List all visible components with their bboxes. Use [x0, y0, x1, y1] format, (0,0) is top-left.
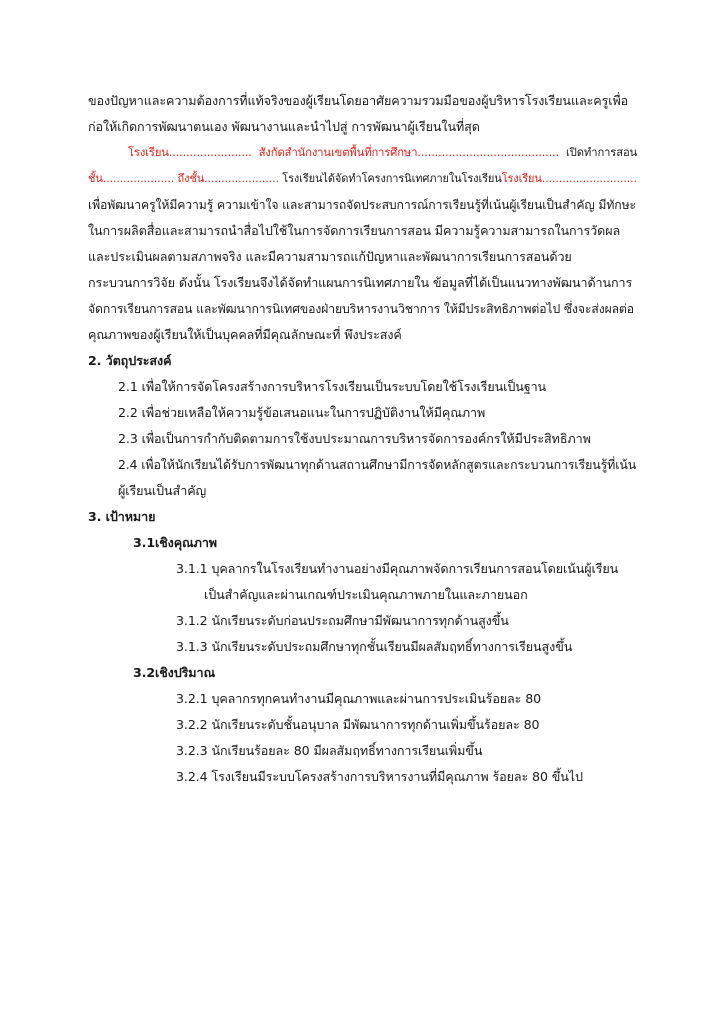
objective-item-3: 2.3 เพื่อเป็นการกำกับติดตามการใช้งบประมาณการบริหารจัดการองค์กรให้มีประสิทธิภาพ	[118, 431, 591, 446]
form-line-2-text: โรงเรียนได้จัดทำโครงการนิเทศภายในโรงเรียน	[282, 172, 502, 185]
form-line-1-suffix: เปิดทำการสอน	[566, 146, 638, 159]
body-line-2: ในการผลิตสื่อและสามารถนำสื่อไปใช้ในการจัดการเรียนการสอน มีความรู้ความสามารถในการวัดผล	[88, 223, 621, 238]
body-line-5: จัดการเรียนการสอน และพัฒนาการนิเทศของฝ่ายบริหารงานวิชาการ ให้มีประสิทธิภาพต่อไป ซึ่งจะส่งผลต่อ	[88, 302, 635, 316]
body-line-1: เพื่อพัฒนาครูให้มีความรู้ ความเข้าใจ และสามารถจัดประสบการณ์การเรียนรู้ที่เน้นผู้เรียนเป็นสำคัญ มีทักษะ	[88, 198, 636, 212]
objective-item-4: 2.4 เพื่อให้นักเรียนได้รับการพัฒนาทุกด้านสถานศึกษามีการจัดหลักสูตรและกระบวนการเรียนรู้ที่เน้น	[118, 457, 637, 472]
quality-item-1-cont: เป็นสำคัญและผ่านเกณฑ์ประเมินคุณภาพภายในและภายนอก	[204, 587, 528, 602]
school-name-blank: โรงเรียน........................	[128, 146, 252, 159]
grade-from-blank: ชั้น.....................	[88, 172, 175, 185]
form-line-1	[128, 144, 637, 162]
objective-item-1: 2.1 เพื่อให้การจัดโครงสร้างการบริหารโรงเรียนเป็นระบบโดยใช้โรงเรียนเป็นฐาน	[118, 379, 547, 394]
body-line-6: คุณภาพของผู้เรียนให้เป็นบุคคลที่มีคุณลักษณะที่ พึงประสงค์	[88, 327, 402, 342]
quantity-item-2: 3.2.2 นักเรียนระดับชั้นอนุบาล มีพัฒนาการทุกด้านเพิ่มขึ้นร้อยละ 80	[176, 717, 540, 732]
quality-item-1: 3.1.1 บุคลากรในโรงเรียนทำงานอย่างมีคุณภาพจัดการเรียนการสอนโดยเน้นผู้เรียน	[176, 561, 619, 576]
body-line-4: กระบวนการวิจัย ดังนั้น โรงเรียนจึงได้จัดทำแผนการนิเทศภายใน ข้อมูลที่ได้เป็นแนวทางพัฒนาด้านการ	[88, 275, 633, 290]
school-name-blank-2: โรงเรียน............................	[501, 172, 637, 185]
quantity-item-1: 3.2.1 บุคลากรทุกคนทำงานมีคุณภาพและผ่านการประเมินร้อยละ 80	[176, 691, 542, 706]
quantity-item-4: 3.2.4 โรงเรียนมีระบบโครงสร้างการบริหารงานที่มีคุณภาพ ร้อยละ 80 ขึ้นไป	[176, 769, 583, 784]
intro-line-1: ของปัญหาและความต้องการที่แท้จริงของผู้เรียนโดยอาศัยความรวมมือของผู้บริหารโรงเรียนและครูเพื่อ	[88, 93, 629, 108]
quality-item-2: 3.1.2 นักเรียนระดับก่อนประถมศึกษามีพัฒนาการทุกด้านสูงขึ้น	[176, 613, 509, 628]
form-line-2	[88, 170, 637, 188]
intro-line-2: ก่อให้เกิดการพัฒนาตนเอง พัฒนางานและนำไปสู่ การพัฒนาผู้เรียนในที่สุด	[88, 119, 480, 134]
quality-heading: 3.1เชิงคุณภาพ	[133, 535, 217, 550]
grade-to-blank: ถึงชั้น......................	[177, 172, 279, 185]
edu-office-blank: สังกัดสำนักงานเขตพื้นที่การศึกษา.........................................	[258, 146, 560, 159]
objective-item-2: 2.2 เพื่อช่วยเหลือให้ความรู้ข้อเสนอแนะในการปฏิบัติงานให้มีคุณภาพ	[118, 405, 486, 420]
objective-item-4-cont: ผู้เรียนเป็นสำคัญ	[118, 483, 207, 498]
body-line-3: และประเมินผลตามสภาพจริง และมีความสามารถแก้ปัญหาและพัฒนาการเรียนการสอนด้วย	[88, 249, 572, 264]
quantity-heading: 3.2เชิงปริมาณ	[133, 665, 216, 680]
targets-heading: 3. เป้าหมาย	[88, 509, 156, 524]
quantity-item-3: 3.2.3 นักเรียนร้อยละ 80 มีผลสัมฤทธิ์ทางการเรียนเพิ่มขึ้น	[176, 743, 483, 758]
quality-item-3: 3.1.3 นักเรียนระดับประถมศึกษาทุกชั้นเรียนมีผลสัมฤทธิ์ทางการเรียนสูงขึ้น	[176, 639, 573, 654]
objectives-heading: 2. วัตถุประสงค์	[88, 353, 172, 368]
